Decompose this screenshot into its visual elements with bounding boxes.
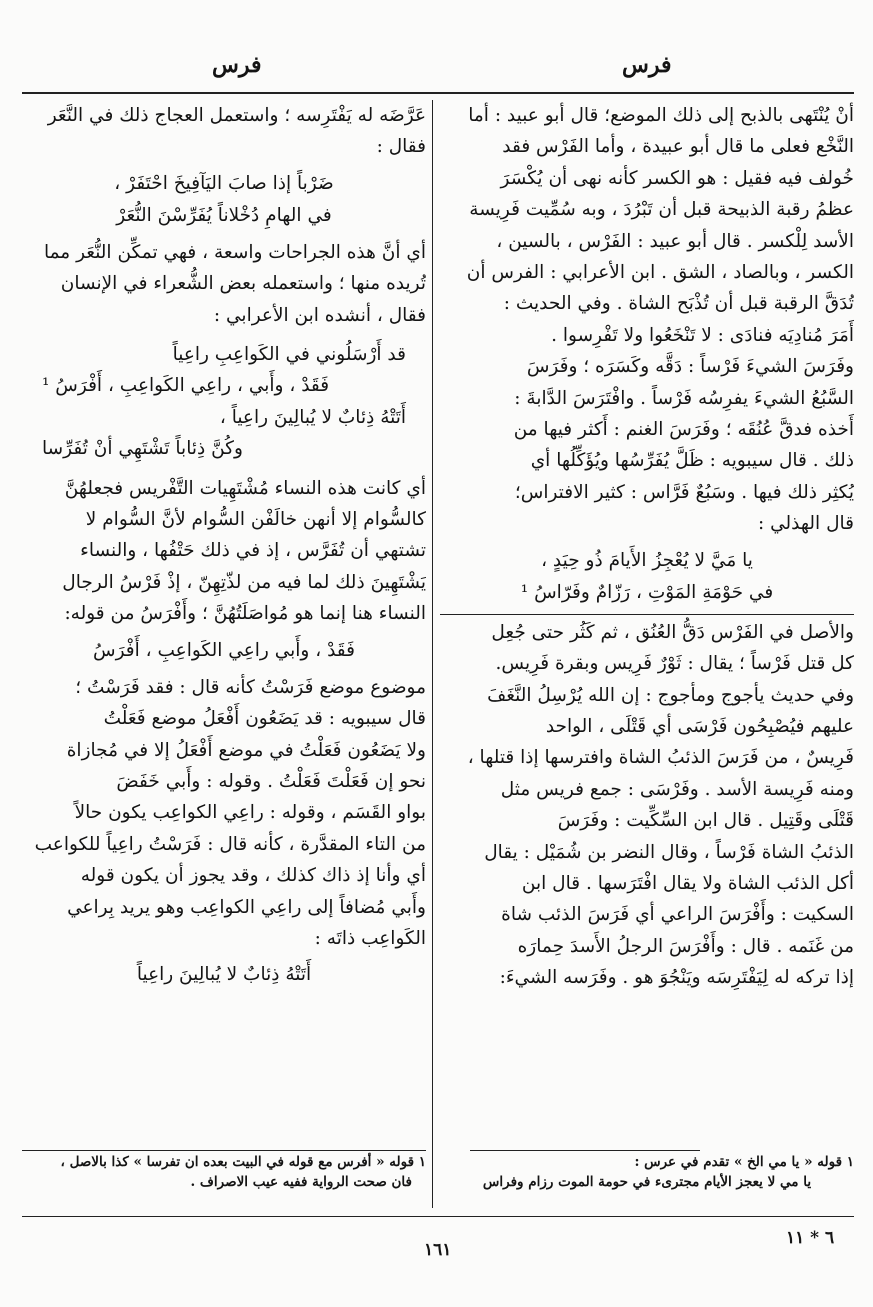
- right-text-line: الأسد لِلْكسر . قال أبو عبيد : الفَرْس ، بالسين ،: [496, 230, 854, 252]
- left-text-line: يَشْتَهِينَ ذلك لما فيه من لذّتِهِنّ ، إذْ فَرْسُ الرجال: [62, 571, 426, 593]
- left-text-line: عَرَّضَه له يَفْتَرِسه ؛ واستعمل العجاج ذلك في النَّعَر: [47, 105, 426, 126]
- right-verse-line-1: يا مَيَّ لا يُعْجِزُ الأَيامَ ذُو حِيَدٍ ،: [541, 549, 753, 571]
- right-text-line: خُولف فيه فقيل : هو الكسر كأنه نهى أن يُكْسَرَ: [500, 167, 854, 189]
- right-text-line: النَّخْع فعلى ما قال أبو عبيدة ، وأما الفَرْس فقد: [502, 136, 854, 158]
- left-verse2-hemistich-2a: أَتَتْهُ ذِئابٌ لا يُبالِينَ راعِياً ،: [219, 406, 406, 428]
- left-text-line: أي كانت هذه النساء مُشْتَهِيات التَّفْريس فجعلهُنَّ: [64, 477, 426, 499]
- signature-mark: ٦ * ١١: [786, 1228, 835, 1248]
- right-text-line: قال الهذلي :: [758, 513, 854, 535]
- header-left-word: فرس: [212, 52, 262, 78]
- left-text-line: النساء هنا إنما هو مُواصَلَتُهُنَّ ؛ وأَفْرَسُ من قوله:: [64, 603, 426, 625]
- left-verse2-row-1: [22, 339, 426, 370]
- right-footnote-rule: [470, 1150, 700, 1151]
- left-text-line: قال سيبويه : قد يَضَعُون أَفْعَلُ موضع فَعَلْتُ: [103, 708, 426, 730]
- right-text-line: إذا تركه له لِيَفْتَرِسَه ويَنْجُوَ هو . وفَرَسه الشيءَ:: [499, 967, 854, 989]
- left-verse1-line-1: ضَرْباً إذا صابَ اليَآفِيخَ احْتَفَرْ ،: [114, 172, 334, 194]
- left-verse3: فَقَدْ ، وأَبي راعِي الكَواعِبِ ، أَفْرَسُ: [93, 639, 355, 661]
- header-right-word: فرس: [622, 52, 672, 78]
- right-verse-rule: [440, 614, 854, 615]
- left-column-text-2: [22, 237, 426, 331]
- right-text-line: ومنه فَرِيسة الأسد . وفَرْسَى : جمع فريس مثل: [500, 778, 854, 800]
- left-verse2: [22, 339, 426, 465]
- right-text-line: وفي حديث يأجوج ومأجوج : إن الله يُرْسِلُ النَّغَفَ: [487, 684, 854, 706]
- left-footnote: [22, 1152, 426, 1192]
- right-text-line: يُكثِر ذلك فيها . وسَبُعٌ فَرَّاس : كثير الافتراس؛: [514, 481, 854, 503]
- right-text-line: السكيت : وأَفْرَسَ الراعي أي فَرَسَ الذئب شاة: [501, 904, 854, 926]
- right-text-line: كل قتل فَرْساً ؛ يقال : ثَوْرٌ فَرِيس وبقرة فَرِيس.: [495, 653, 854, 675]
- left-column-text-3: [22, 473, 426, 630]
- left-column: [22, 100, 426, 1148]
- right-footnote: [440, 1152, 854, 1192]
- left-verse2-row-3: [22, 402, 426, 433]
- left-column-text-4: [22, 672, 426, 955]
- left-verse2-hemistich-1b: فَقَدْ ، وأَبي ، راعِي الكَواعِبِ ، أَفْرَسُ ¹: [42, 375, 330, 397]
- right-text-line: قَتْلَى وقَتِيل . قال ابن السِّكِّيت : وفَرَسَ: [557, 810, 854, 832]
- left-footnote-rule: [22, 1150, 426, 1151]
- top-rule: [22, 92, 854, 94]
- left-text-line: الكَواعِب ذاتَه :: [314, 927, 426, 949]
- right-text-line: وفَرَسَ الشيءَ فَرْساً : دَقَّه وكَسَرَه ؛ وفَرَسَ: [526, 356, 854, 378]
- right-column-text-1: [440, 100, 854, 540]
- left-text-line: أي وأنا إذ ذاك كذلك ، وقد يجوز أن يكون قوله: [80, 865, 426, 887]
- right-text-line: الكسر ، وبالصاد ، الشق . ابن الأعرابي : الفرس أن: [466, 262, 854, 284]
- left-verse2-row-4: [22, 433, 426, 464]
- right-text-line: عليهم فيُصْبِحُون فَرْسَى أي قَتْلَى ، الواحد: [545, 715, 854, 737]
- left-verse2-hemistich-1a: قد أَرْسَلُوني في الكَواعِبِ راعِياً: [172, 344, 406, 366]
- left-text-line: تُريده منها ؛ واستعمله بعض الشُّعراء في الإنسان: [60, 273, 426, 295]
- right-verse-line-2: في حَوْمَةِ المَوْتِ ، رَزّامٌ وفَرّاسُ ¹: [520, 581, 774, 603]
- left-text-line: من التاء المقدَّرة ، كأنه قال : فَرَسْتُ راعِياً للكواعب: [34, 833, 426, 855]
- right-text-line: من غَنَمه . قال : وأَفْرَسَ الرجلُ الأَسدَ حِمارَه: [517, 935, 854, 957]
- right-text-line: فَرِيسٌ ، من فَرَسَ الذئبُ الشاة وافترسها إذا قتلها ،: [467, 747, 854, 769]
- right-text-line: أَخذه فدقَّ عُنُقَه ؛ وفَرَسَ الغنم : أَكثر فيها من: [513, 419, 854, 441]
- right-text-line: أكل الذئب الشاة ولا يقال افْتَرَسها . قال ابن: [521, 872, 854, 894]
- right-text-line: تُدَقَّ الرقبة قبل أن تُذْبَح الشاة . وفي الحديث :: [503, 293, 854, 315]
- left-column-text-1: [22, 100, 426, 163]
- left-verse2-hemistich-2b: وكُنَّ ذِئاباً تَشْتَهِي أنْ تُفَرِّسا: [42, 438, 243, 460]
- right-text-line: الذئبُ الشاة فَرْساً ، وقال النضر بن شُمَيْل : يقال: [484, 841, 854, 863]
- left-verse1-line-2: في الهامِ دُخْلاناً يُفَرِّسْنَ النُّعَرْ: [116, 204, 332, 226]
- left-text-line: أي أنَّ هذه الجراحات واسعة ، فهي تمكِّن النُّعَر مما: [43, 241, 426, 263]
- right-text-line: ذلك . قال سيبويه : ظَلَّ يُفَرِّسُها ويُؤَكِّلُها أي: [530, 450, 854, 472]
- right-text-line: والأصل في الفَرْس دَقُّ العُنُق ، ثم كَثُر حتى جُعِل: [491, 621, 854, 643]
- left-verse2-row-2: [22, 370, 426, 401]
- left-text-line: ولا يَضَعُون فَعَلْتُ في موضع أَفْعَلُ إلا في مُجازاة: [66, 739, 426, 761]
- bottom-rule: [22, 1216, 854, 1217]
- right-column-text-2: [440, 617, 854, 994]
- left-text-line: وأَبي مُضافاً إلى راعِي الكواعِب وهو يريد بِراعي: [67, 896, 426, 918]
- column-divider: [432, 100, 433, 1208]
- left-footnote-line-2: فان صحت الرواية ففيه عيب الاصراف .: [190, 1174, 412, 1190]
- right-text-line: عظمُ رقبة الذبيحة قبل أن تَبْرُدَ ، وبه سُمِّيت فَرِيسة: [469, 199, 854, 221]
- right-footnote-line-1: ١ قوله « يا مي الخ » تقدم في عرس :: [634, 1154, 854, 1170]
- left-footnote-line-1: ١ قوله « أفرس مع قوله في البيت بعده ان تفرسا » كذا بالاصل ،: [60, 1154, 426, 1170]
- left-text-line: نحو إن فَعَلْتَ فَعَلْتُ . وقوله : وأَبي خَفَضَ: [116, 770, 426, 792]
- left-text-line: تشتهي أن تُفَرَّس ، إذ في ذلك حَتْفُها ، والنساء: [80, 540, 426, 562]
- left-text-line: فقال ، أنشده ابن الأعرابي :: [213, 304, 426, 326]
- right-footnote-line-2: يا مي لا يعجز الأيام مجترىء في حومة الموت رزام وفراس: [482, 1174, 812, 1190]
- right-text-line: أَمَرَ مُنادِيَه فنادَى : لا تَنْخَعُوا ولا تَفْرِسوا .: [551, 324, 854, 346]
- left-text-line: فقال :: [376, 136, 426, 158]
- right-text-line: أنْ يُنْتَهى بالذبح إلى ذلك الموضع؛ قال أبو عبيد : أما: [468, 105, 854, 126]
- left-text-line: موضوع موضع فَرَسْتُ كأنه قال : فقد فَرَسْتُ ؛: [75, 676, 426, 698]
- left-text-line: بواو القَسَم ، وقوله : راعِي الكواعِب يكون حالاً: [74, 802, 426, 824]
- page-number: ١٦١: [424, 1240, 452, 1260]
- right-text-line: السَّبُعُ الشيءَ يفرِسُه فَرْساً . وافْتَرَسَ الدَّابةَ :: [514, 387, 854, 409]
- left-text-line: كالسُّوام إلا أنهن خالَفْن السُّوام لأنَّ السُّوام لا: [85, 509, 426, 531]
- right-column: [440, 100, 854, 1148]
- left-verse4: أَتَتْهُ ذِئابٌ لا يُبالِينَ راعِياً: [136, 964, 312, 986]
